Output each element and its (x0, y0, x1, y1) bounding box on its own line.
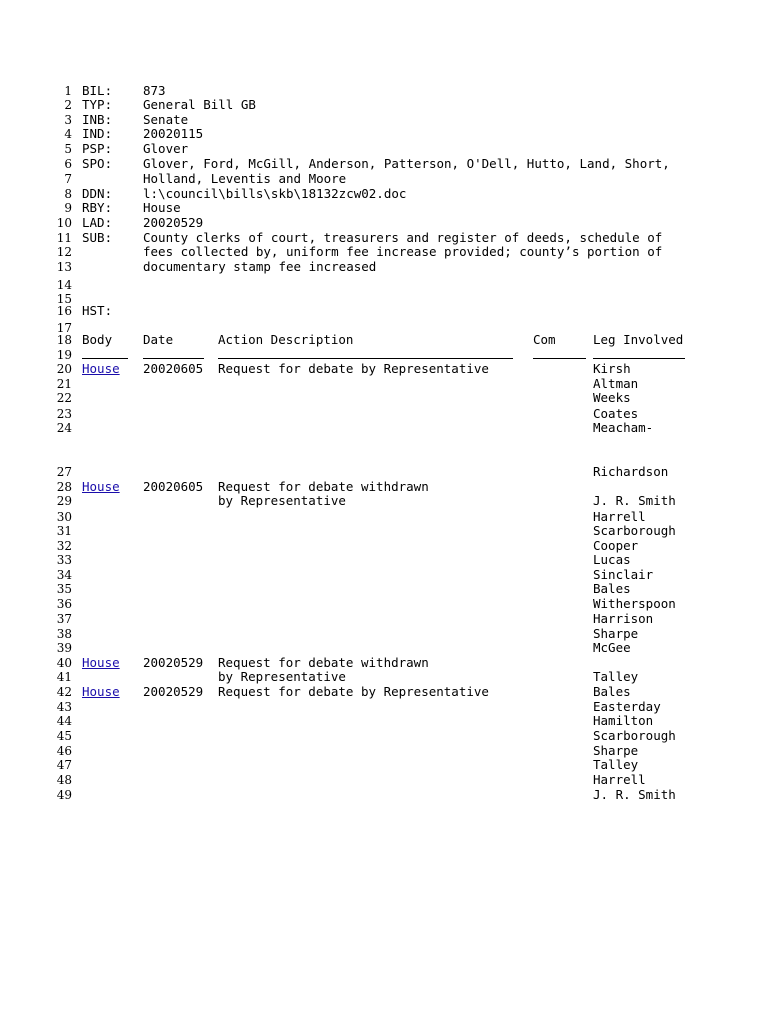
legislator-name: Richardson (593, 464, 669, 479)
legislator-name: Sinclair (593, 567, 654, 582)
line-number: 49 (56, 788, 72, 802)
action-date: 20020529 (143, 684, 204, 699)
line-number: 27 (56, 465, 72, 479)
line-number: 34 (56, 568, 72, 582)
body-link-house[interactable]: House (82, 361, 120, 376)
field-value-rby: House (143, 200, 181, 215)
legislator-name: Witherspoon (593, 596, 676, 611)
line-number: 39 (56, 641, 72, 655)
line-number: 38 (56, 627, 72, 641)
line-number: 17 (56, 321, 72, 335)
field-label-sub: SUB: (82, 230, 113, 245)
column-header-date: Date (143, 332, 174, 347)
line-number: 46 (56, 744, 72, 758)
line-number: 19 (56, 348, 72, 362)
line-number: 31 (56, 524, 72, 538)
line-number: 9 (64, 201, 72, 215)
legislator-name: Hamilton (593, 713, 654, 728)
legislator-name: Harrell (593, 509, 646, 524)
column-rule (218, 358, 513, 359)
field-value-spo: Glover, Ford, McGill, Anderson, Patterson, O'Dell, Hutto, Land, Short, (143, 156, 670, 171)
line-number: 13 (56, 260, 72, 274)
field-label-rby: RBY: (82, 200, 113, 215)
column-rule (143, 358, 204, 359)
legislator-name: Harrell (593, 772, 646, 787)
legislator-name: Kirsh (593, 361, 631, 376)
column-header-action: Action Description (218, 332, 354, 347)
body-link-house[interactable]: House (82, 479, 120, 494)
field-value-inb: Senate (143, 112, 189, 127)
line-number: 14 (56, 278, 72, 292)
line-number: 11 (56, 231, 72, 245)
line-number: 41 (56, 670, 72, 684)
field-value-psp: Glover (143, 141, 189, 156)
legislator-name: Meacham- (593, 420, 654, 435)
legislator-name: Bales (593, 684, 631, 699)
field-label-spo: SPO: (82, 156, 113, 171)
line-number: 6 (64, 157, 72, 171)
field-value-typ: General Bill GB (143, 97, 256, 112)
field-label-ind: IND: (82, 126, 113, 141)
field-value-lad: 20020529 (143, 215, 204, 230)
line-number: 5 (64, 142, 72, 156)
field-label-ddn: DDN: (82, 186, 113, 201)
line-number: 40 (56, 656, 72, 670)
line-number: 36 (56, 597, 72, 611)
line-number: 20 (56, 362, 72, 376)
legislator-name: Cooper (593, 538, 639, 553)
column-rule (593, 358, 685, 359)
action-date: 20020605 (143, 479, 204, 494)
line-number: 30 (56, 510, 72, 524)
field-label-bil: BIL: (82, 83, 113, 98)
action-description: Request for debate withdrawn (218, 479, 429, 494)
field-label-psp: PSP: (82, 141, 113, 156)
line-number: 33 (56, 553, 72, 567)
column-rule (533, 358, 586, 359)
line-number: 47 (56, 758, 72, 772)
legislator-name: Lucas (593, 552, 631, 567)
line-number: 29 (56, 494, 72, 508)
line-number: 42 (56, 685, 72, 699)
field-label-inb: INB: (82, 112, 113, 127)
legislator-name: Coates (593, 406, 639, 421)
legislator-name: Harrison (593, 611, 654, 626)
line-number: 8 (64, 187, 72, 201)
line-number: 44 (56, 714, 72, 728)
legislator-name: J. R. Smith (593, 493, 676, 508)
line-number: 16 (56, 304, 72, 318)
line-number: 35 (56, 582, 72, 596)
action-description: Request for debate by Representative (218, 684, 489, 699)
legislator-name: Scarborough (593, 523, 676, 538)
line-number: 7 (64, 172, 72, 186)
body-link-house[interactable]: House (82, 655, 120, 670)
line-number: 37 (56, 612, 72, 626)
field-label-typ: TYP: (82, 97, 113, 112)
action-description: Request for debate withdrawn (218, 655, 429, 670)
history-label: HST: (82, 303, 113, 318)
legislator-name: Scarborough (593, 728, 676, 743)
line-number: 43 (56, 700, 72, 714)
legislator-name: Sharpe (593, 743, 639, 758)
column-header-com: Com (533, 332, 556, 347)
action-date: 20020529 (143, 655, 204, 670)
legislator-name: Altman (593, 376, 639, 391)
line-number: 24 (56, 421, 72, 435)
line-number: 10 (56, 216, 72, 230)
legislator-name: McGee (593, 640, 631, 655)
line-number: 23 (56, 407, 72, 421)
line-number: 18 (56, 333, 72, 347)
column-rule (82, 358, 128, 359)
body-link-house[interactable]: House (82, 684, 120, 699)
legislator-name: Talley (593, 669, 639, 684)
line-number: 22 (56, 391, 72, 405)
legislator-name: Talley (593, 757, 639, 772)
action-description: by Representative (218, 493, 346, 508)
line-number: 21 (56, 377, 72, 391)
legislator-name: Easterday (593, 699, 661, 714)
line-number: 12 (56, 245, 72, 259)
column-header-leg: Leg Involved (593, 332, 684, 347)
field-value-ind: 20020115 (143, 126, 204, 141)
line-number: 3 (64, 113, 72, 127)
column-header-body: Body (82, 332, 113, 347)
field-value-sub-cont: documentary stamp fee increased (143, 259, 377, 274)
field-value-ddn: l:\council\bills\skb\18132zcw02.doc (143, 186, 407, 201)
legislator-name: Bales (593, 581, 631, 596)
field-value-sub-cont: fees collected by, uniform fee increase provided; county’s portion of (143, 244, 663, 259)
legislator-name: Weeks (593, 390, 631, 405)
line-number: 2 (64, 98, 72, 112)
line-number: 15 (56, 292, 72, 306)
line-number: 4 (64, 127, 72, 141)
line-number: 32 (56, 539, 72, 553)
field-label-lad: LAD: (82, 215, 113, 230)
line-number: 1 (64, 84, 72, 98)
line-number: 45 (56, 729, 72, 743)
line-number: 28 (56, 480, 72, 494)
line-number: 48 (56, 773, 72, 787)
action-description: Request for debate by Representative (218, 361, 489, 376)
action-description: by Representative (218, 669, 346, 684)
field-value-bil: 873 (143, 83, 166, 98)
legislator-name: J. R. Smith (593, 787, 676, 802)
action-date: 20020605 (143, 361, 204, 376)
legislator-name: Sharpe (593, 626, 639, 641)
field-value-sub: County clerks of court, treasurers and register of deeds, schedule of (143, 230, 663, 245)
field-value-spo-cont: Holland, Leventis and Moore (143, 171, 347, 186)
